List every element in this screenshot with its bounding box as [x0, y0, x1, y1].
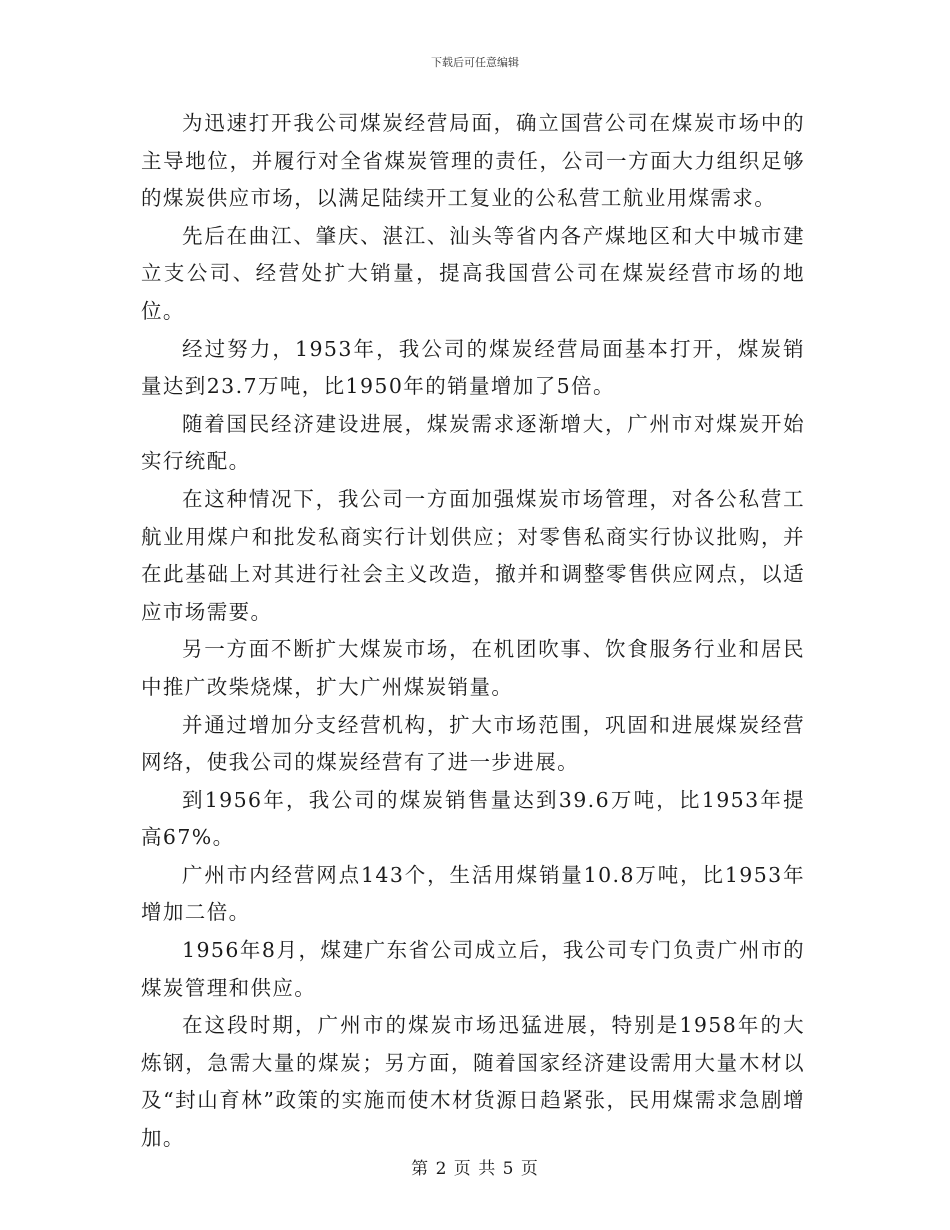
page-footer: [0, 1154, 950, 1179]
paragraph: 1956年8月，煤建广东省公司成立后，我公司专门负责广州市的煤炭管理和供应。: [141, 938, 805, 1000]
paragraph: 并通过增加分支经营机构，扩大市场范围，巩固和进展煤炭经营网络，使我公司的煤炭经营有了进一步进展。: [141, 712, 805, 775]
paragraph: 在这种情况下，我公司一方面加强煤炭市场管理，对各公私营工航业用煤户和批发私商实行计划供应；对零售私商实行协议批购，并在此基础上对其进行社会主义改造，撤并和调整零售供应网点，以适应市场需要。: [141, 486, 805, 624]
paragraph: 到1956年，我公司的煤炭销售量达到39.6万吨，比1953年提高67%。: [141, 787, 805, 850]
paragraph: 经过努力，1953年，我公司的煤炭经营局面基本打开，煤炭销量达到23.7万吨，比1950年的销量增加了5倍。: [141, 336, 805, 399]
paragraph: 广州市内经营网点143个，生活用煤销量10.8万吨，比1953年增加二倍。: [141, 862, 805, 925]
document-body: [141, 105, 805, 1158]
paragraph: 随着国民经济建设进展，煤炭需求逐渐增大，广州市对煤炭开始实行统配。: [141, 411, 805, 474]
paragraph: 在这段时期，广州市的煤炭市场迅猛进展，特别是1958年的大炼钢，急需大量的煤炭；另方面，随着国家经济建设需用大量木材以及“封山育林”政策的实施而使木材货源日趋紧张，民用煤需求急剧增加。: [141, 1013, 805, 1151]
page-header: 下载后可任意编辑: [431, 56, 519, 69]
paragraph: 另一方面不断扩大煤炭市场，在机团吹事、饮食服务行业和居民中推广改柴烧煤，扩大广州煤炭销量。: [141, 637, 805, 699]
page-number: 第 2 页 共 5 页: [411, 1159, 539, 1179]
paragraph: 为迅速打开我公司煤炭经营局面，确立国营公司在煤炭市场中的主导地位，并履行对全省煤炭管理的责任，公司一方面大力组织足够的煤炭供应市场，以满足陆续开工复业的公私营工航业用煤需求。: [141, 111, 805, 211]
paragraph: 先后在曲江、肇庆、湛江、汕头等省内各产煤地区和大中城市建立支公司、经营处扩大销量，提高我国营公司在煤炭经营市场的地位。: [141, 223, 805, 323]
